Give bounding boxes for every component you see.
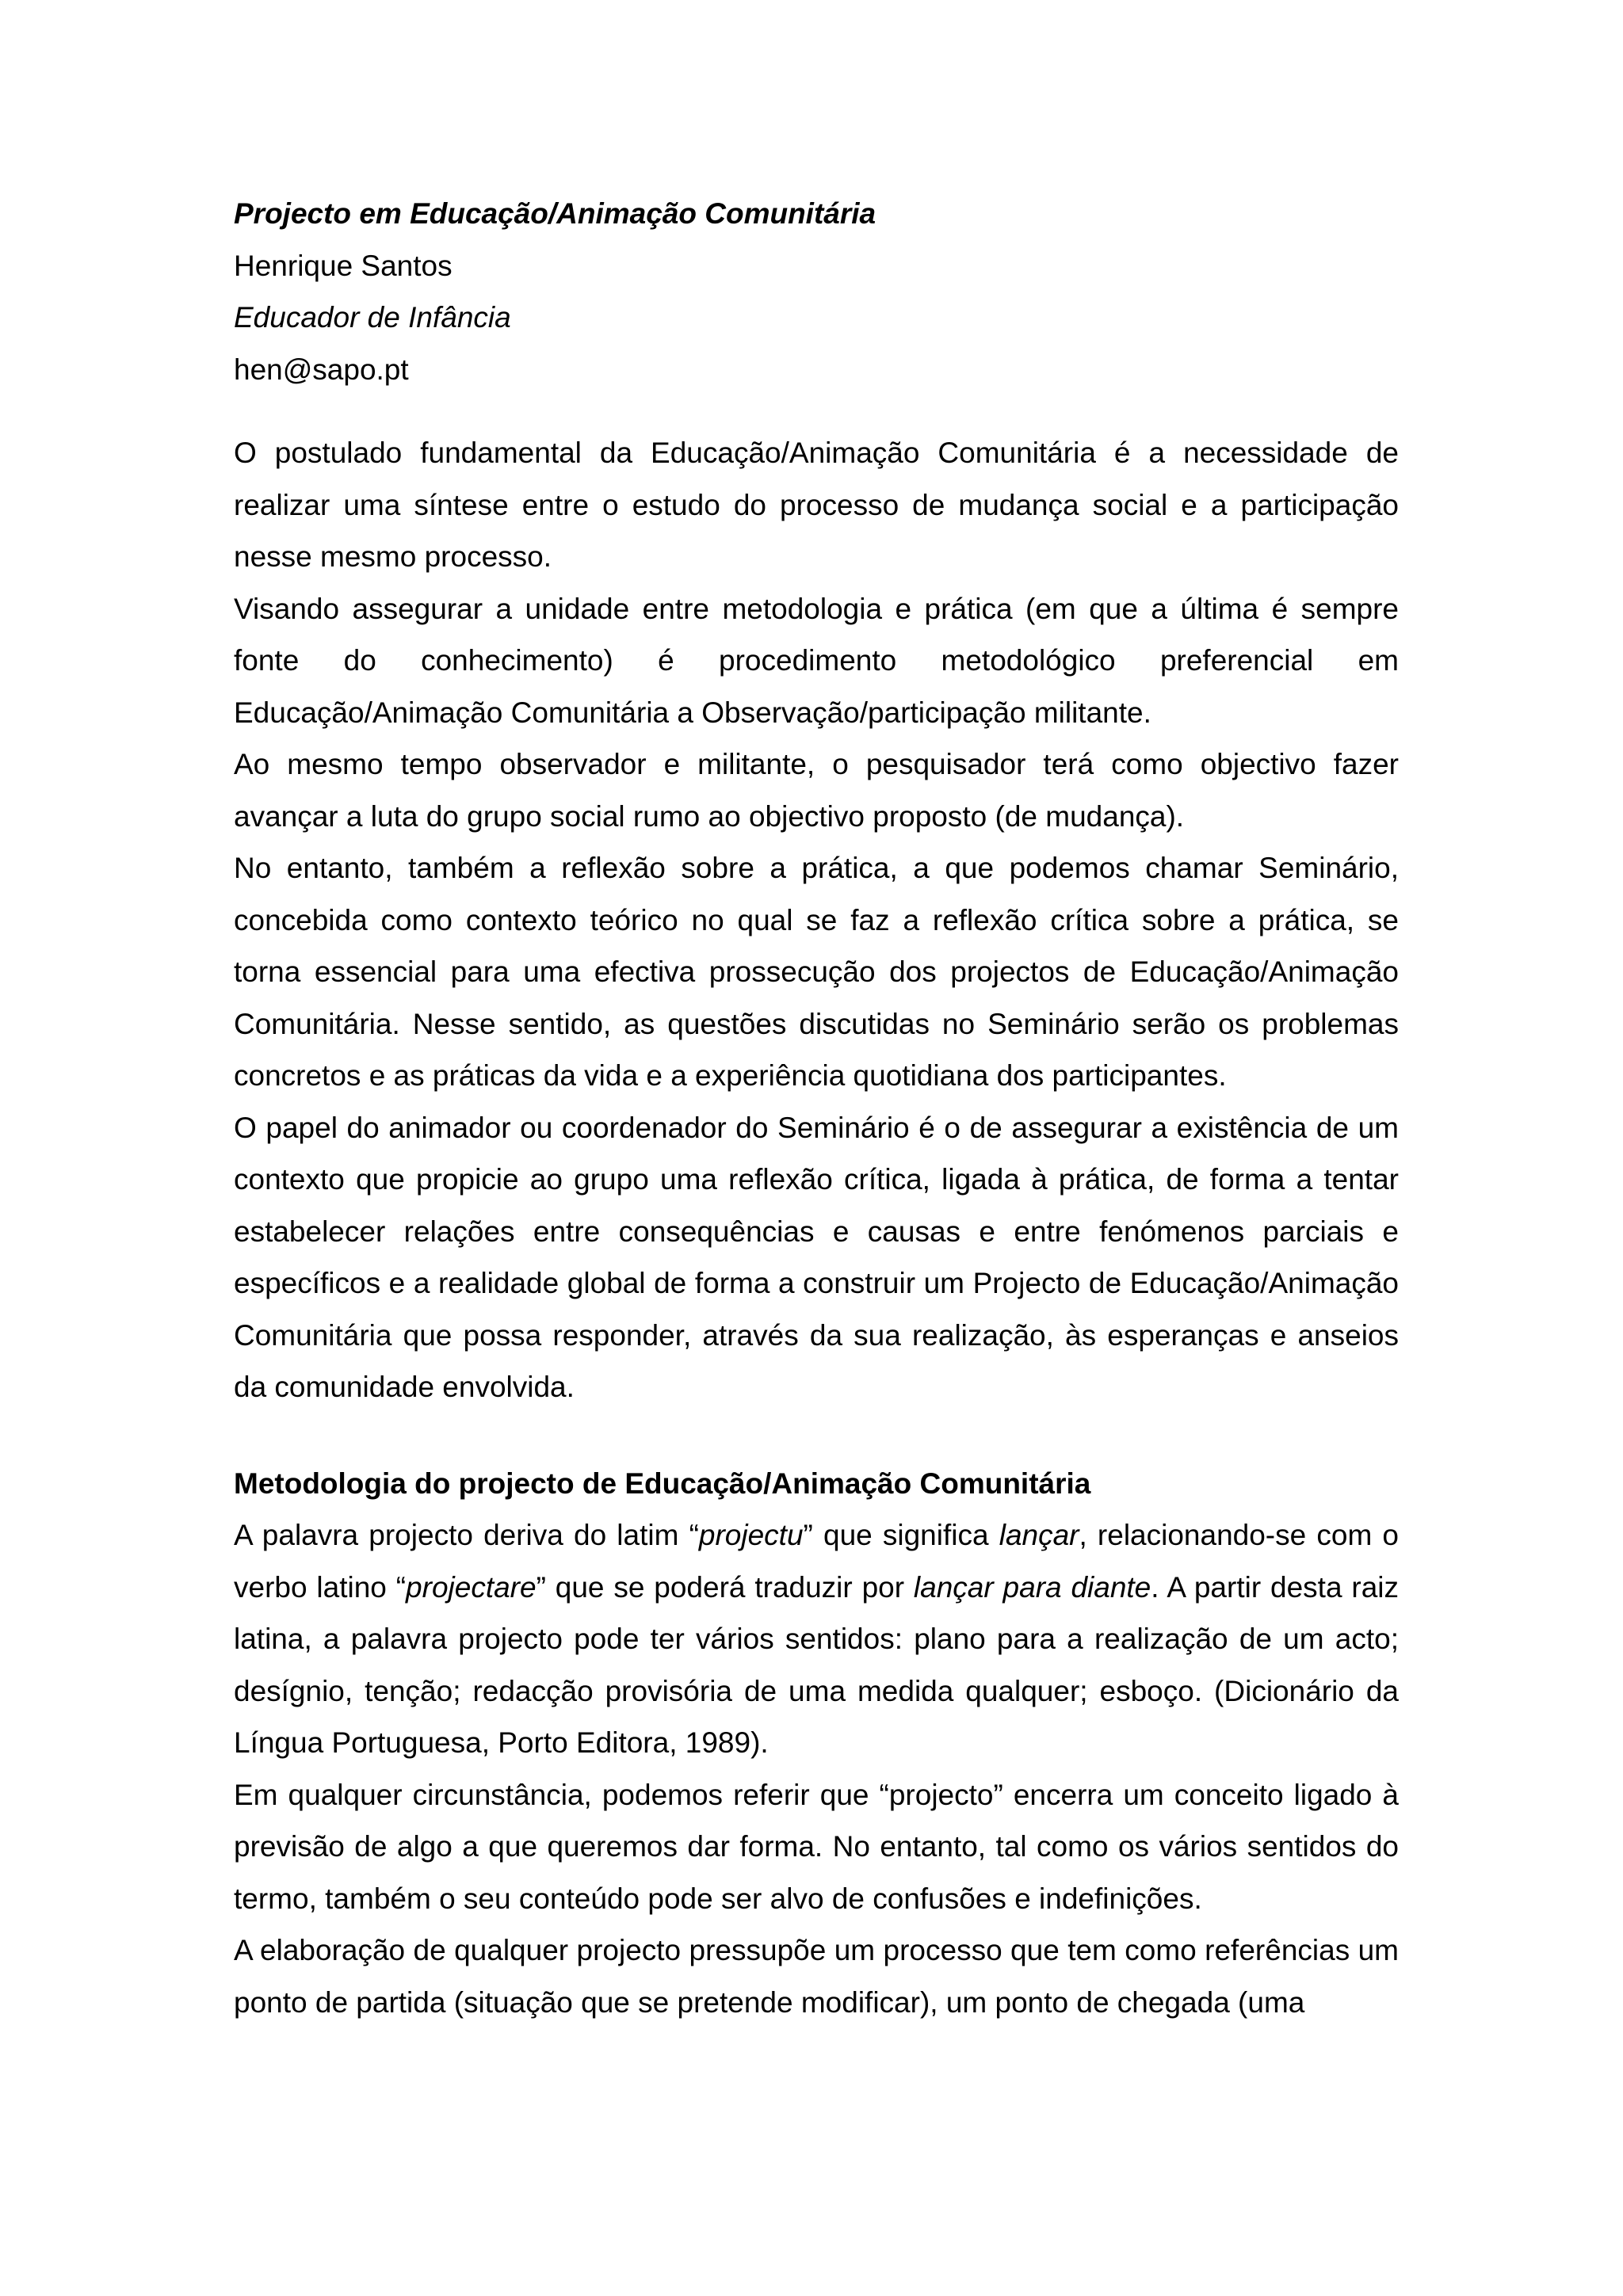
emphasis-term: lançar <box>999 1519 1079 1551</box>
author-name: Henrique Santos <box>234 249 453 282</box>
section-heading: Metodologia do projecto de Educação/Animação Comunitária <box>234 1466 1091 1500</box>
section-text: , relacionando-se com o verbo latino “ <box>234 1519 1399 1604</box>
section-text: ” que se poderá traduzir por <box>536 1570 914 1604</box>
section-text: ” que significa <box>803 1519 999 1551</box>
section-text: . A partir desta raiz latina, a palavra projecto pode ter vários sentidos: plano para a realização de um acto; desígnio, tenção; redacção provisória de uma medida qualquer; esboço. (Dicionário da Língua Portuguesa, Porto Editora, 1989). <box>234 1570 1399 1759</box>
document-title: Projecto em Educação/Animação Comunitária <box>234 197 876 230</box>
intro-paragraph: Ao mesmo tempo observador e militante, o pesquisador terá como objectivo fazer avançar a luta do grupo social rumo ao objectivo proposto (de mudança). <box>234 748 1399 833</box>
author-email: hen@sapo.pt <box>234 353 409 386</box>
section-text: A palavra projecto deriva do latim “ <box>234 1519 699 1551</box>
latin-term: projectare <box>406 1570 537 1604</box>
section-paragraph: Em qualquer circunstância, podemos referir que “projecto” encerra um conceito ligado à previsão de algo a que queremos dar forma. No entanto, tal como os vários sentidos do termo, também o seu conteúdo pode ser alvo de confusões e indefinições. <box>234 1778 1399 1915</box>
document-header <box>234 188 1399 395</box>
section-paragraph <box>234 1509 1399 1769</box>
latin-term: projectu <box>698 1519 804 1551</box>
intro-paragraph: Visando assegurar a unidade entre metodologia e prática (em que a última é sempre fonte do conhecimento) é procedimento metodológico preferencial em Educação/Animação Comunitária a Observação/participação militante. <box>234 592 1399 729</box>
intro-section <box>234 427 1399 1413</box>
intro-paragraph: No entanto, também a reflexão sobre a prática, a que podemos chamar Seminário, concebida como contexto teórico no qual se faz a reflexão crítica sobre a prática, se torna essencial para uma efectiva prossecução dos projectos de Educação/Animação Comunitária. Nesse sentido, as questões discutidas no Seminário serão os problemas concretos e as práticas da vida e a experiência quotidiana dos participantes. <box>234 852 1399 1092</box>
intro-paragraph: O papel do animador ou coordenador do Seminário é o de assegurar a existência de um contexto que propicie ao grupo uma reflexão crítica, ligada à prática, de forma a tentar estabelecer relações entre consequências e causas e entre fenómenos parciais e específicos e a realidade global de forma a construir um Projecto de Educação/Animação Comunitária que possa responder, através da sua realização, às esperanças e anseios da comunidade envolvida. <box>234 1111 1399 1403</box>
author-role: Educador de Infância <box>234 301 511 334</box>
document-page <box>234 188 1399 2028</box>
emphasis-term: lançar para diante <box>913 1570 1151 1604</box>
methodology-section <box>234 1509 1399 2028</box>
intro-paragraph: O postulado fundamental da Educação/Animação Comunitária é a necessidade de realizar uma síntese entre o estudo do processo de mudança social e a participação nesse mesmo processo. <box>234 437 1399 573</box>
section-paragraph: A elaboração de qualquer projecto pressupõe um processo que tem como referências um ponto de partida (situação que se pretende modificar), um ponto de chegada (uma <box>234 1934 1399 2019</box>
